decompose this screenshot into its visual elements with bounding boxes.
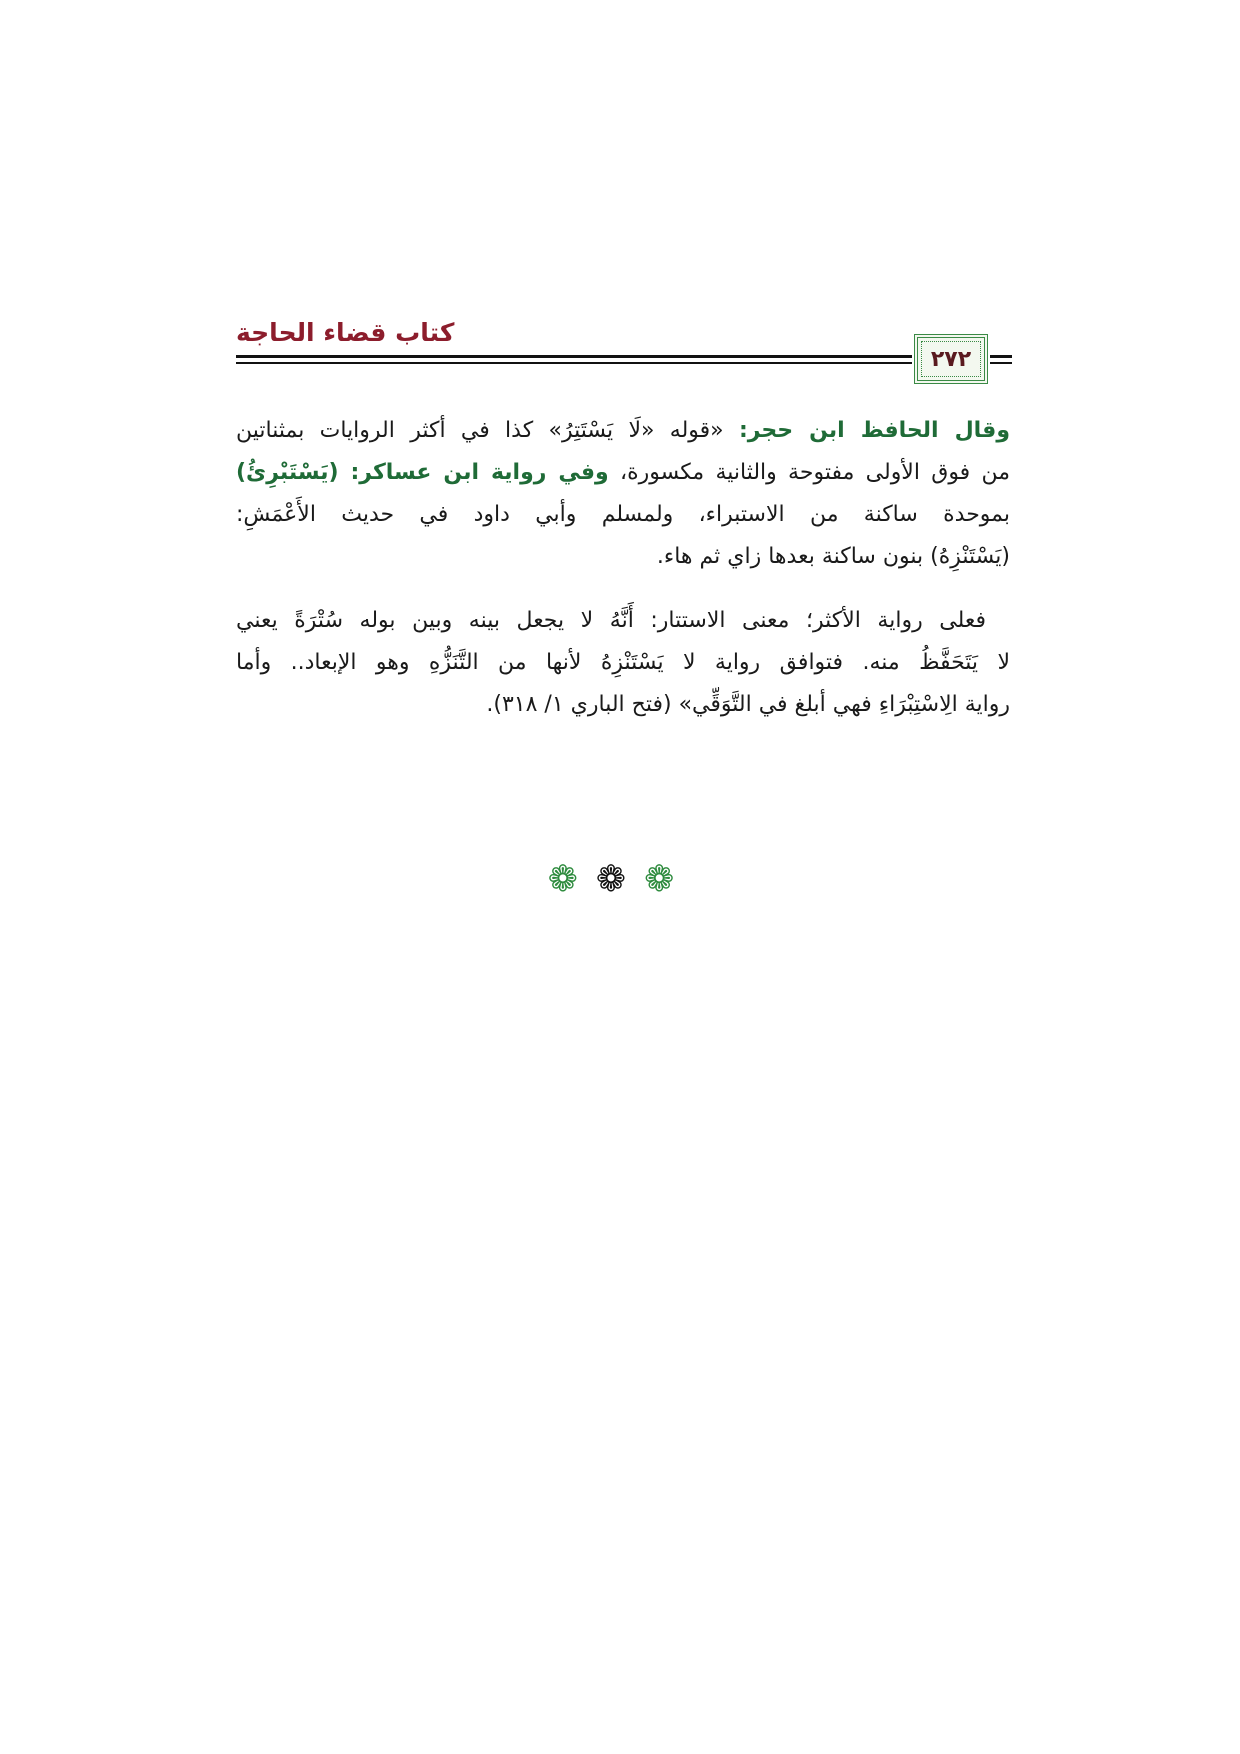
text-line: رواية الِاسْتِبْرَاءِ فهي أبلغ في التَّوَقِّي» (فتح الباري ١/ ٣١٨).	[486, 692, 1010, 717]
section-ornament	[470, 858, 770, 902]
emphasis-text: وفي رواية ابن عساكر: (يَسْتَبْرِئُ)	[236, 460, 609, 485]
flower-icon: ❁	[547, 859, 596, 900]
header-rule	[236, 355, 912, 364]
paragraph	[236, 410, 1010, 578]
text-line	[236, 452, 1010, 494]
text-line: بموحدة ساكنة من الاستبراء، ولمسلم وأبي داود في حديث الأَعْمَشِ:	[236, 502, 1010, 527]
flower-icon: ❁	[595, 859, 645, 900]
page-number-frame	[914, 334, 988, 384]
page-body	[236, 410, 1010, 726]
emphasis-text: وقال الحافظ ابن حجر:	[738, 418, 1010, 443]
text-line: (يَسْتَنْزِهُ) بنون ساكنة بعدها زاي ثم هاء.	[656, 544, 1010, 569]
flower-icon: ❁	[644, 859, 693, 900]
text-line: لا يَتَحَفَّظُ منه. فتوافق رواية لا يَسْتَنْزِهُ لأنها من التَّنَزُّهِ وهو الإبعاد.. وأما	[236, 650, 1010, 675]
text-line: فعلى رواية الأكثر؛ معنى الاستتار: أَنَّهُ لا يجعل بينه وبين بوله سُتْرَةً يعني	[236, 608, 986, 633]
body-text: «قوله «لَا يَسْتَتِرُ» كذا في أكثر الروايات بمثناتين	[236, 418, 739, 443]
header-rule	[990, 355, 1012, 364]
book-title: كتاب قضاء الحاجة	[236, 318, 455, 347]
body-text: من فوق الأولى مفتوحة والثانية مكسورة،	[608, 460, 1011, 485]
text-line	[236, 410, 1010, 452]
paragraph	[236, 600, 1010, 726]
page-number: ٢٧٢	[930, 346, 972, 372]
